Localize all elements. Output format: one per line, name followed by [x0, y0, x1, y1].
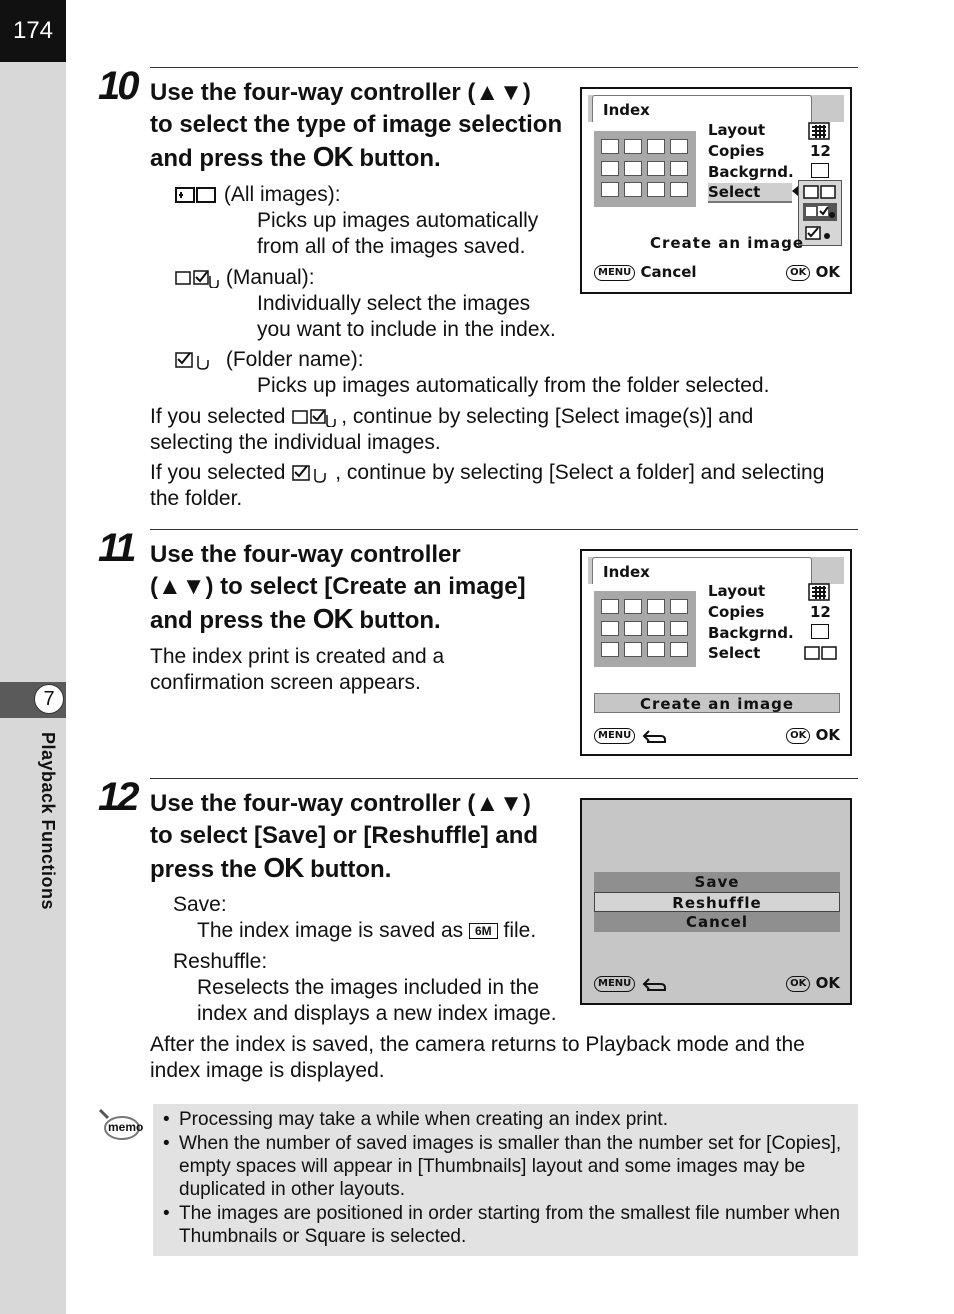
heading-line: button. — [359, 145, 441, 172]
ok-symbol: OK — [263, 852, 304, 883]
menu-key-icon: MENU — [594, 728, 635, 744]
note-text: , continue by selecting [Select a folder] and selecting — [335, 461, 825, 484]
heading-line: to select the type of image selection — [150, 111, 563, 138]
page-number: 174 — [0, 0, 66, 62]
ok-symbol: OK — [312, 603, 353, 634]
key-guide — [594, 726, 840, 744]
note-text: selecting the individual images. — [150, 431, 441, 454]
heading-line: and press the — [150, 607, 307, 634]
heading-line: and press the — [150, 145, 307, 172]
note-text: If you selected — [150, 461, 286, 484]
thumbnail-grid — [594, 591, 696, 667]
body-text: The index print is created and a — [150, 645, 445, 668]
option-desc: index and displays a new index image. — [197, 1002, 557, 1025]
option-all-images — [174, 182, 341, 208]
tab-label: Index — [603, 563, 650, 581]
back-arrow-icon[interactable] — [641, 728, 667, 744]
ok-symbol: OK — [312, 141, 353, 172]
chapter-number: 7 — [34, 684, 64, 714]
body-text: confirmation screen appears. — [150, 671, 421, 694]
option-desc: from all of the images saved. — [257, 235, 526, 258]
heading-line: Use the four-way controller — [150, 541, 461, 568]
memo-icon — [98, 1108, 142, 1144]
body-text: After the index is saved, the camera returns to Playback mode and the — [150, 1033, 805, 1056]
note-text: If you selected — [150, 405, 286, 428]
heading-line: button. — [359, 607, 441, 634]
ok-hint[interactable] — [786, 263, 840, 281]
menu-item-layout[interactable]: Layout — [708, 582, 766, 600]
heading-line: to select [Save] or [Reshuffle] and — [150, 822, 539, 849]
ok-key-icon: OK — [786, 265, 810, 281]
menu-item-backgrnd[interactable]: Backgrnd. — [708, 624, 794, 642]
step-heading — [150, 788, 538, 886]
menu-item-backgrnd[interactable]: Backgrnd. — [708, 163, 794, 181]
heading-line: Use the four-way controller (▲▼) — [150, 79, 531, 106]
option-desc: Picks up images automatically from the folder selected. — [257, 374, 770, 397]
note-paragraph — [150, 404, 753, 430]
note-paragraph — [150, 460, 824, 486]
option-folder — [174, 347, 364, 373]
layout-grid-icon — [808, 583, 830, 601]
cancel-option[interactable]: Cancel — [594, 912, 840, 932]
option-manual — [174, 265, 315, 291]
all-images-icon — [803, 184, 837, 200]
key-guide — [594, 974, 840, 992]
heading-line: press the — [150, 856, 257, 883]
manual-select-icon — [174, 268, 220, 288]
tab-index — [592, 557, 812, 586]
menu-item-copies[interactable]: Copies — [708, 603, 765, 621]
reshuffle-option[interactable]: Reshuffle — [594, 892, 840, 912]
memo-item: • The images are positioned in order starting from the smallest file number when Thumbnails or Square is selected. — [179, 1202, 858, 1248]
body-text: index image is displayed. — [150, 1059, 385, 1082]
note-text: the folder. — [150, 487, 243, 510]
ok-hint[interactable] — [786, 726, 840, 744]
menu-item-select[interactable]: Select — [708, 183, 792, 203]
option-desc-text: The index image is saved as — [197, 919, 464, 942]
menu-key-icon: MENU — [594, 976, 635, 992]
thumbnail-grid — [594, 131, 696, 207]
section-divider — [150, 529, 858, 530]
option-desc: Individually select the images — [257, 292, 531, 315]
ok-key-icon: OK — [786, 976, 810, 992]
memo-list — [153, 1104, 858, 1248]
heading-line: Use the four-way controller (▲▼) — [150, 790, 531, 817]
sidebar — [0, 0, 66, 1314]
option-desc: Reselects the images included in the — [197, 976, 540, 999]
key-guide — [594, 263, 840, 281]
option-desc: Picks up images automatically — [257, 209, 539, 232]
cancel-hint[interactable]: Cancel — [640, 263, 697, 281]
layout-grid-icon — [808, 122, 830, 140]
folder-select-icon — [174, 350, 220, 370]
size-badge-icon: 6M — [469, 923, 498, 939]
all-images-icon — [174, 186, 218, 204]
heading-line: button. — [310, 856, 392, 883]
tab-index — [592, 95, 812, 124]
heading-line: (▲▼) to select [Create an image] — [150, 573, 526, 600]
menu-item-copies[interactable]: Copies — [708, 142, 765, 160]
option-label: Reshuffle: — [173, 950, 268, 973]
option-desc: you want to include in the index. — [257, 318, 556, 341]
background-swatch-icon — [811, 624, 829, 639]
menu-item-select[interactable]: Select — [708, 644, 761, 662]
ok-label: OK — [815, 726, 840, 744]
ok-label: OK — [815, 263, 840, 281]
ok-label: OK — [815, 974, 840, 992]
copies-value: 12 — [810, 142, 831, 160]
step-number: 12 — [98, 775, 137, 819]
all-images-icon — [804, 645, 838, 661]
background-swatch-icon — [811, 163, 829, 178]
menu-item-layout[interactable]: Layout — [708, 121, 766, 139]
back-arrow-icon[interactable] — [641, 976, 667, 992]
create-image-item[interactable]: Create an image — [650, 234, 805, 252]
camera-screen-create-image — [580, 549, 852, 756]
chapter-title: Playback Functions — [38, 732, 58, 911]
step-heading — [150, 77, 562, 175]
step-heading — [150, 539, 526, 637]
manual-select-icon — [803, 203, 837, 221]
menu-key-icon: MENU — [594, 265, 635, 281]
save-option[interactable]: Save — [594, 872, 840, 892]
step-number: 11 — [98, 526, 134, 570]
option-desc — [197, 918, 536, 944]
option-label: (Folder name): — [225, 348, 364, 371]
ok-hint[interactable] — [786, 974, 840, 992]
memo-icon-label: memo — [108, 1120, 144, 1134]
memo-box — [153, 1104, 858, 1256]
ok-key-icon: OK — [786, 728, 810, 744]
step-number: 10 — [98, 64, 137, 108]
memo-item: • Processing may take a while when creating an index print. — [179, 1108, 858, 1131]
option-label: (All images): — [223, 183, 341, 206]
copies-value: 12 — [810, 603, 831, 621]
note-text: , continue by selecting [Select image(s)] and — [341, 405, 754, 428]
option-desc-text: file. — [503, 919, 537, 942]
tab-label: Index — [603, 101, 650, 119]
option-label: (Manual): — [225, 266, 315, 289]
memo-item: • When the number of saved images is smaller than the number set for [Copies], empty spaces will appear in [Thumbnails] layout and some images may be duplicated in other layouts. — [179, 1132, 858, 1201]
camera-screen-index-select — [580, 87, 852, 294]
folder-select-icon — [291, 463, 335, 483]
option-label: Save: — [173, 893, 227, 916]
create-image-button[interactable]: Create an image — [594, 693, 840, 713]
manual-select-icon — [291, 407, 341, 427]
section-divider — [150, 778, 858, 779]
section-divider — [150, 67, 858, 68]
camera-screen-save-reshuffle — [580, 798, 852, 1005]
